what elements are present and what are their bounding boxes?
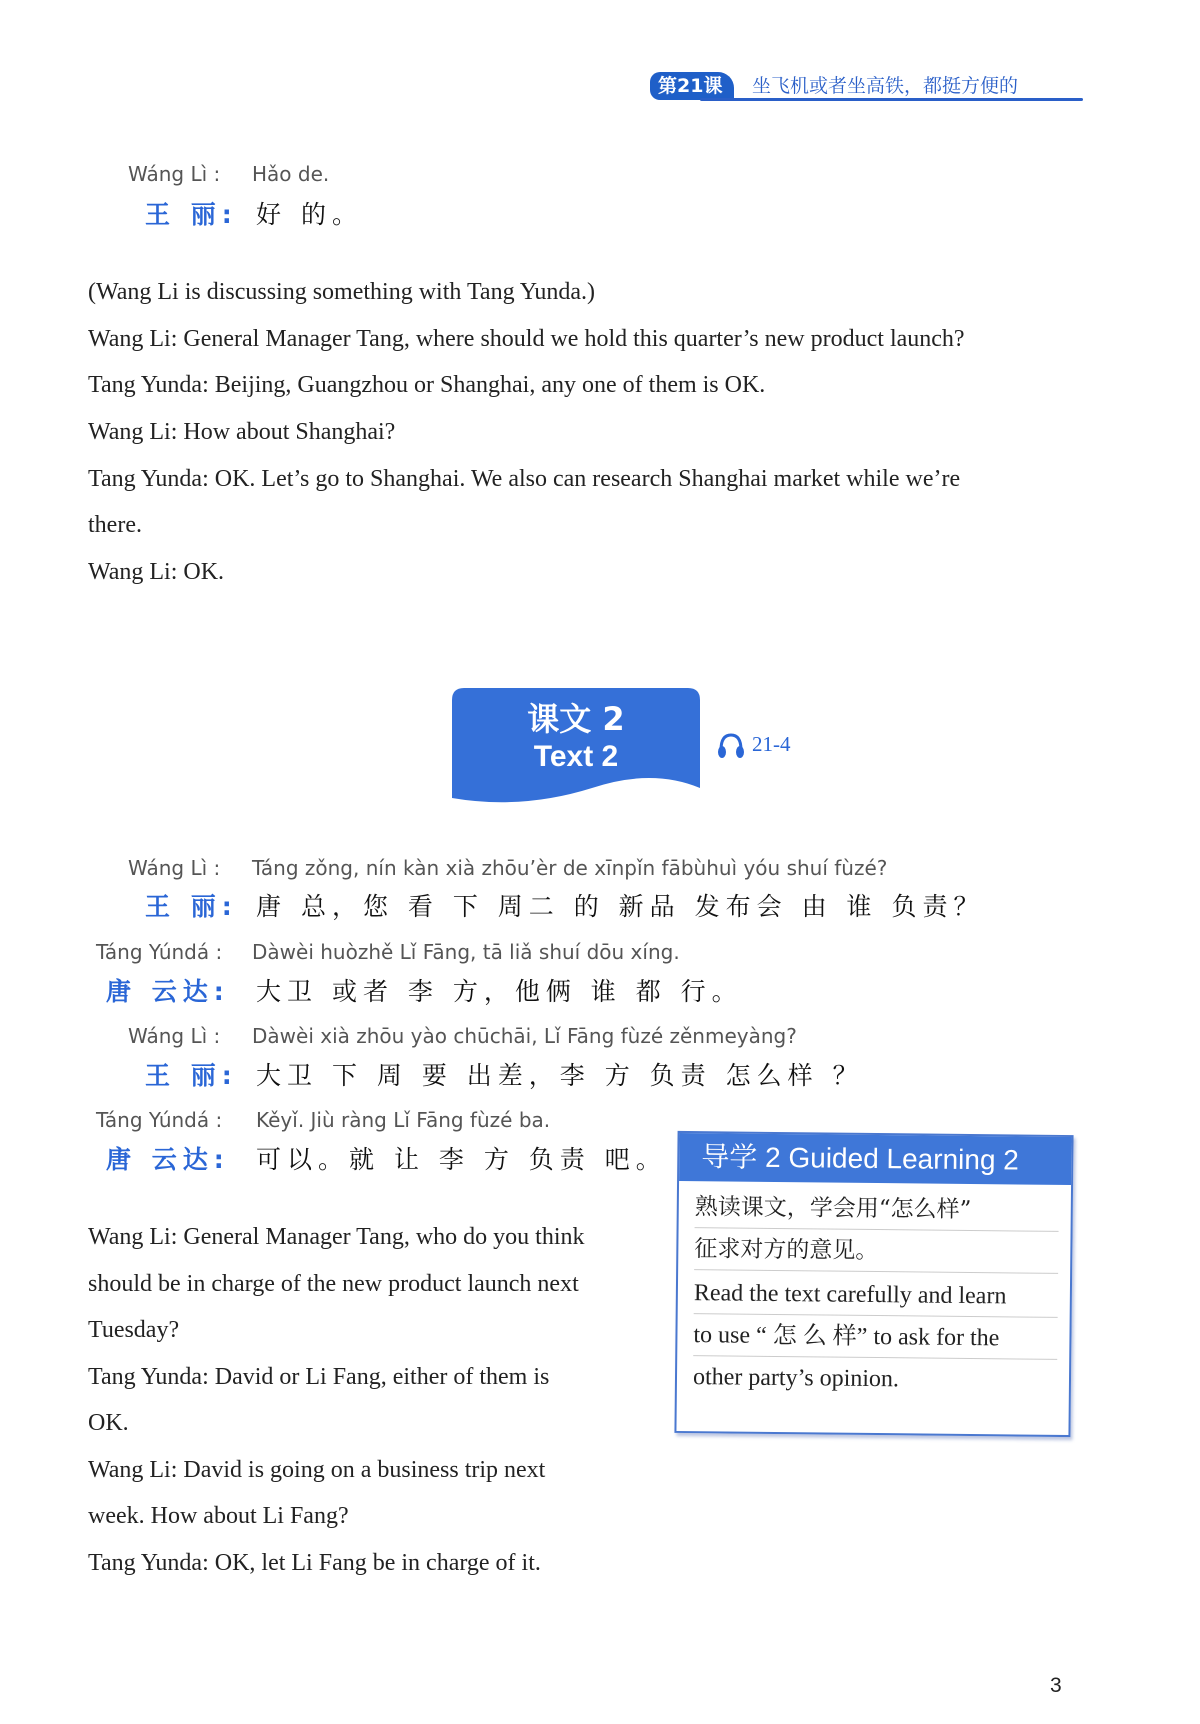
guided-zh-line: 熟读课文，学会用“怎么样”: [695, 1187, 1059, 1232]
zh-line: 大卫 或者 李 方，他俩 谁 都 行。: [256, 977, 743, 1006]
zh-line: 好 的。: [256, 200, 363, 229]
zh-speaker: 唐 云达:: [106, 1145, 230, 1174]
guided-en-line: Read the text carefully and learn: [694, 1273, 1058, 1318]
translation-line: there.: [88, 512, 142, 538]
translation-line: should be in charge of the new product launch next: [88, 1271, 579, 1297]
translation-line: Wang Li: General Manager Tang, where should we hold this quarter’s new product launch?: [88, 326, 965, 352]
text2-title-en: Text 2: [533, 740, 619, 773]
translation-line: Wang Li: How about Shanghai?: [88, 419, 396, 445]
translation-line: OK.: [88, 1410, 129, 1436]
audio-track: 21-4: [752, 732, 791, 756]
page-number: 3: [1050, 1674, 1062, 1697]
pinyin-line: Hǎo de.: [252, 162, 330, 186]
zh-speaker: 王 丽:: [145, 1061, 238, 1090]
pinyin-speaker: Wáng Lì :: [128, 162, 221, 186]
guided-en-line: other party’s opinion.: [692, 1364, 900, 1393]
zh-speaker: 王 丽:: [145, 200, 238, 229]
zh-line: 可以。就 让 李 方 负责 吧。: [256, 1145, 667, 1174]
guided-en-line: to use “ 怎 么 样” to ask for the: [693, 1315, 1057, 1360]
zh-line: 大卫 下 周 要 出差，李 方 负责 怎么样 ？: [256, 1061, 864, 1090]
translation-line: Tuesday?: [88, 1317, 180, 1343]
pinyin-line: Dàwèi huòzhě Lǐ Fāng, tā liǎ shuí dōu xíng.: [252, 940, 680, 964]
translation-line: week. How about Li Fang?: [88, 1503, 349, 1529]
lesson-tag: 第21课: [650, 72, 734, 100]
zh-speaker: 王 丽:: [145, 892, 238, 921]
translation-line: Tang Yunda: OK, let Li Fang be in charge of it.: [88, 1550, 541, 1576]
zh-line: 唐 总，您 看 下 周二 的 新品 发布会 由 谁 负责？: [256, 892, 985, 921]
zh-speaker: 唐 云达:: [106, 977, 230, 1006]
guided-zh-line: 征求对方的意见。: [694, 1229, 1058, 1274]
lesson-title: 坐飞机或者坐高铁，都挺方便的: [752, 75, 1019, 97]
text2-title-zh: 课文 2: [527, 700, 625, 738]
guided-learning-box: [674, 1131, 1073, 1437]
translation-line: Tang Yunda: OK. Let’s go to Shanghai. We also can research Shanghai market while we’re: [88, 466, 961, 492]
translation-line: (Wang Li is discussing something with Tang Yunda.): [88, 279, 596, 305]
headphones-icon[interactable]: [716, 730, 746, 760]
translation-line: Tang Yunda: Beijing, Guangzhou or Shanghai, any one of them is OK.: [88, 372, 766, 398]
translation-line: Wang Li: General Manager Tang, who do you think: [88, 1224, 585, 1250]
pinyin-line: Táng zǒng, nín kàn xià zhōu’èr de xīnpǐn fābùhuì yóu shuí fùzé?: [252, 856, 888, 880]
guided-learning-title: 导学 2 Guided Learning 2: [679, 1133, 1071, 1185]
pinyin-speaker: Wáng Lì :: [128, 856, 221, 880]
pinyin-speaker: Táng Yúndá :: [96, 1108, 223, 1132]
translation-line: Wang Li: David is going on a business trip next: [88, 1457, 546, 1483]
pinyin-line: Dàwèi xià zhōu yào chūchāi, Lǐ Fāng fùzé zěnmeyàng?: [252, 1024, 797, 1048]
translation-line: Wang Li: OK.: [88, 559, 225, 585]
pinyin-speaker: Táng Yúndá :: [96, 940, 223, 964]
pinyin-line: Kěyǐ. Jiù ràng Lǐ Fāng fùzé ba.: [256, 1108, 551, 1132]
header-underline: [700, 98, 1083, 101]
translation-line: Tang Yunda: David or Li Fang, either of them is: [88, 1364, 550, 1390]
pinyin-speaker: Wáng Lì :: [128, 1024, 221, 1048]
